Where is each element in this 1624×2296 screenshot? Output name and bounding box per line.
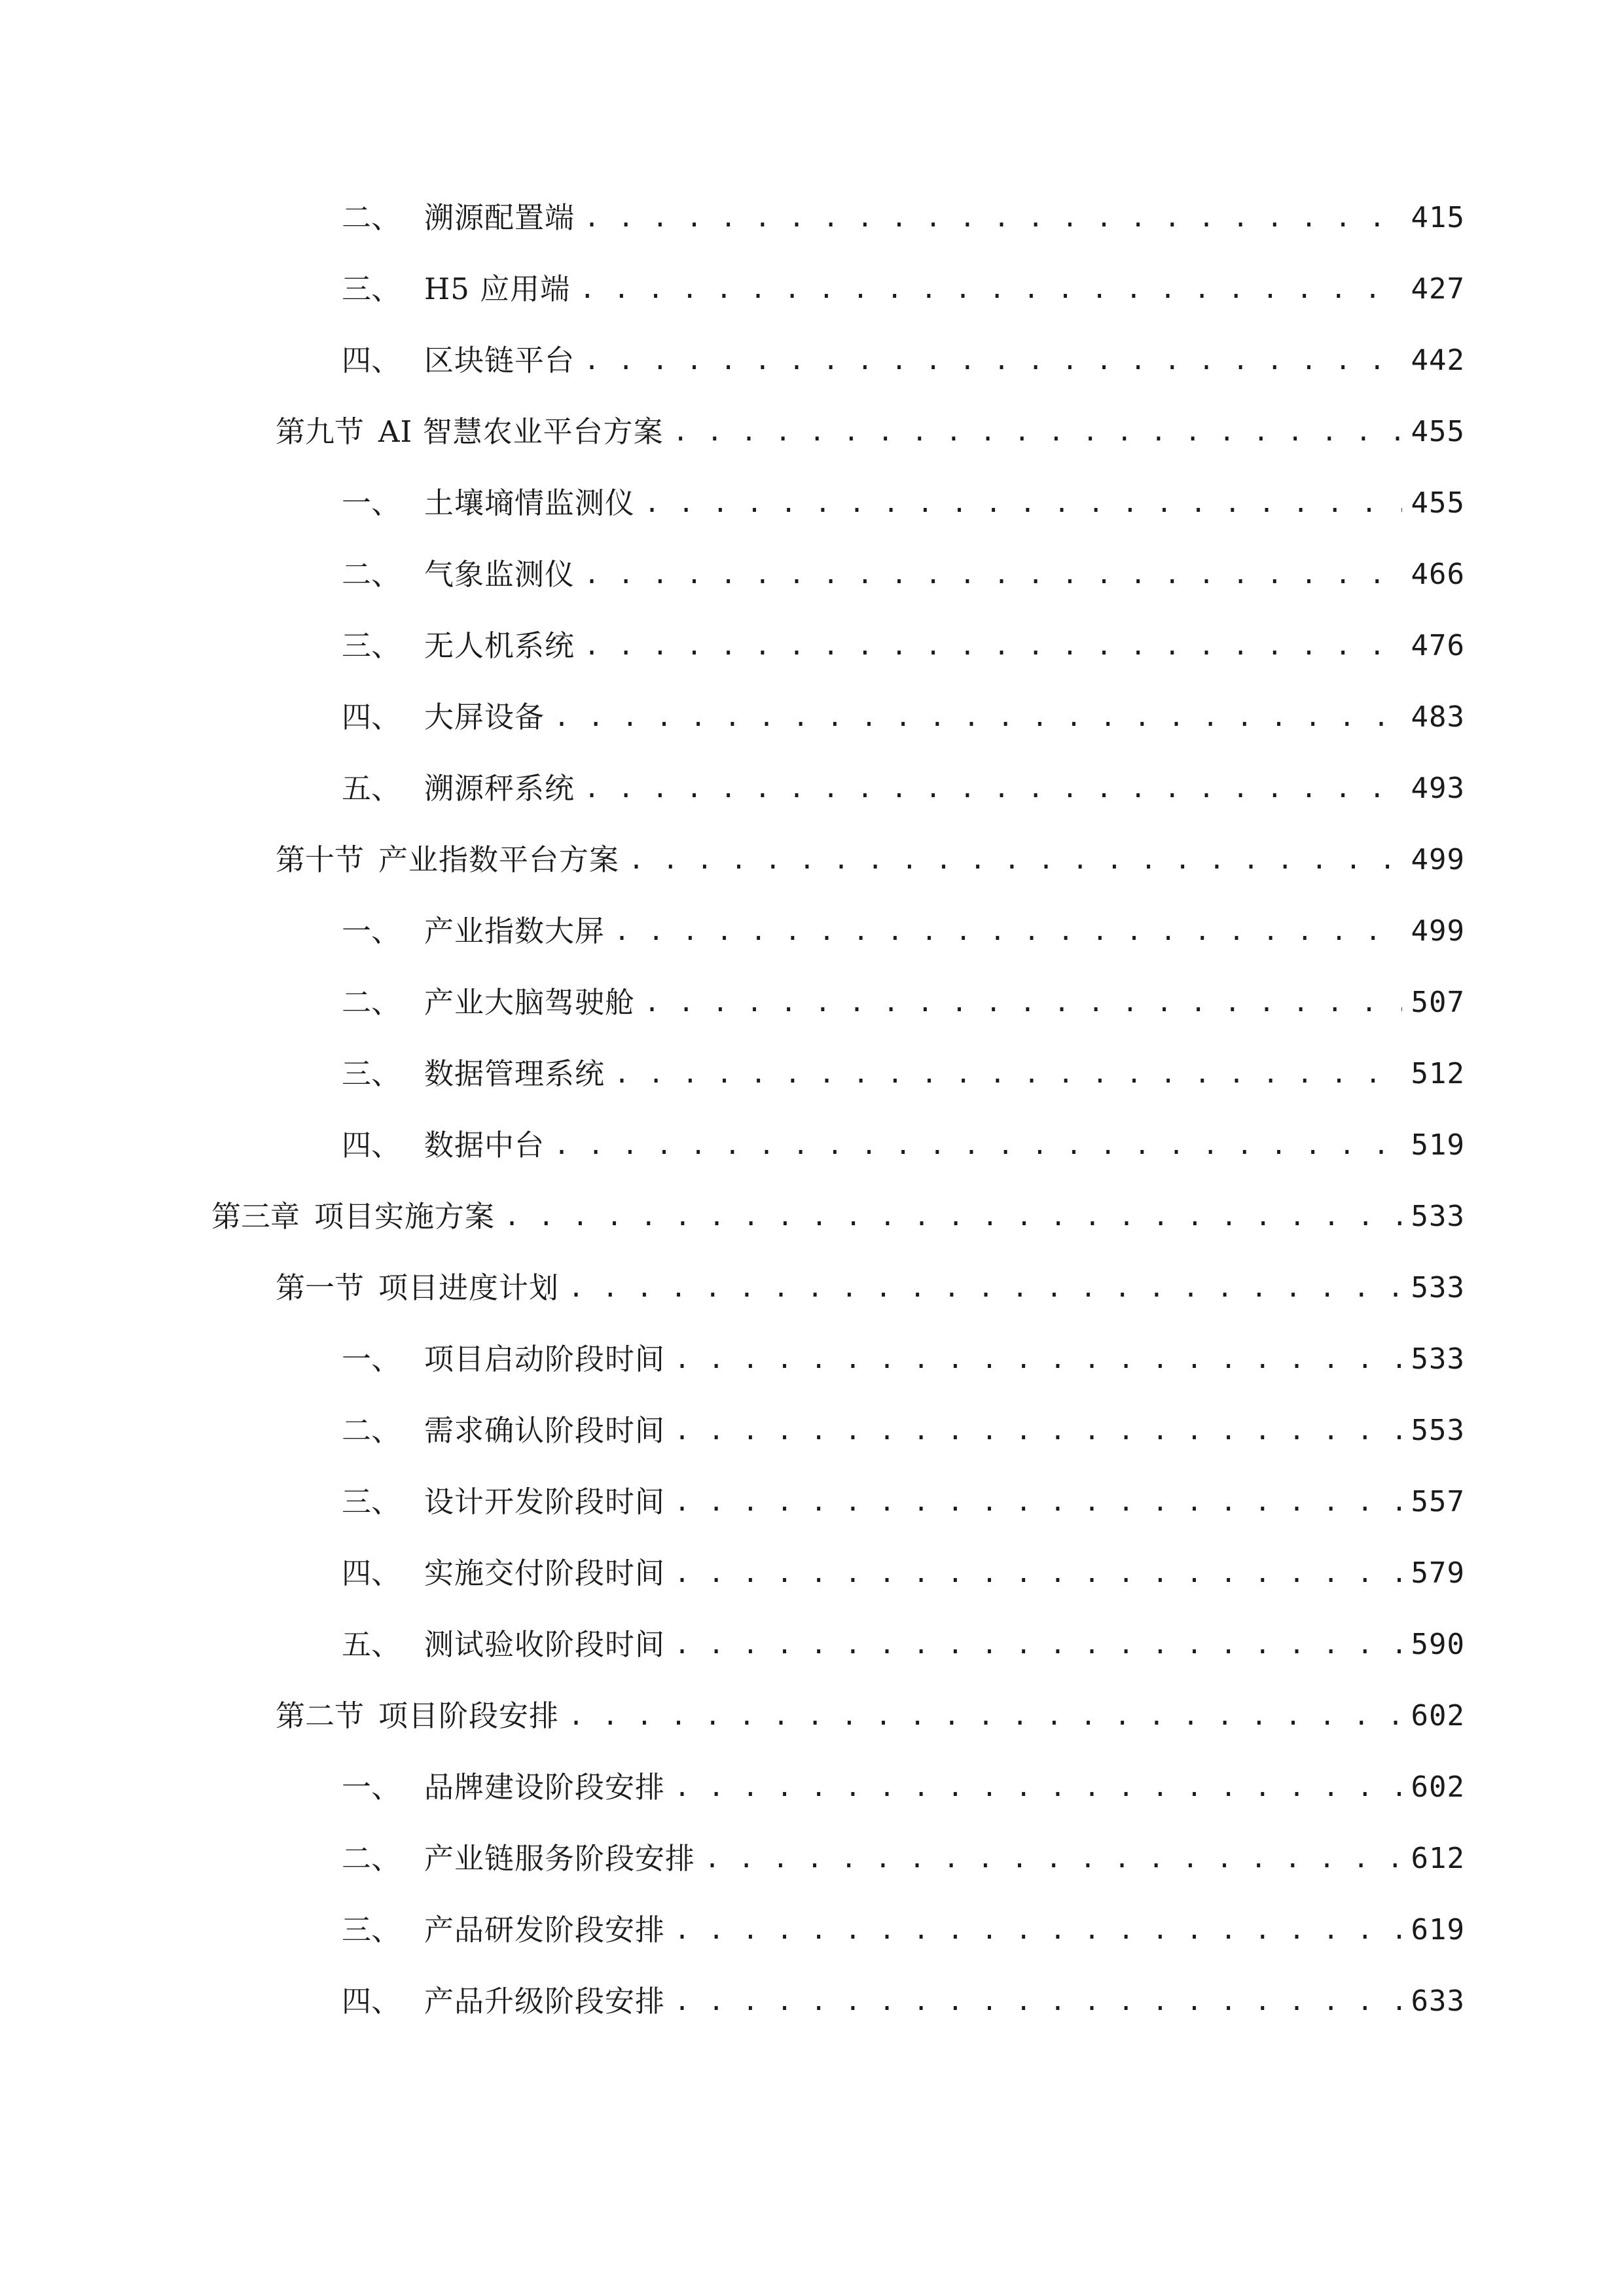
toc-entry-title: 设计开发阶段时间	[424, 1484, 666, 1519]
toc-entry-title: 溯源配置端	[424, 200, 575, 235]
toc-entry[interactable]	[342, 477, 1465, 529]
toc-entry-title: 测试验收阶段时间	[424, 1627, 666, 1662]
toc-entry[interactable]	[211, 1191, 1465, 1243]
toc-entry-page: 619	[1411, 1913, 1465, 1946]
dot-leader	[674, 1761, 1402, 1814]
toc-entry-title: 品牌建设阶段安排	[424, 1770, 666, 1804]
toc-entry-page: 455	[1411, 415, 1465, 448]
toc-entry[interactable]	[342, 1619, 1465, 1671]
toc-entry-page: 553	[1411, 1414, 1465, 1447]
toc-entry-number: 第九节	[276, 414, 365, 449]
toc-entry[interactable]	[342, 1761, 1465, 1814]
dot-leader	[644, 477, 1402, 529]
toc-entry-number: 一、	[342, 914, 401, 948]
toc-entry-number: 第二节	[276, 1698, 365, 1733]
toc-entry-page: 612	[1411, 1842, 1465, 1875]
dot-leader	[584, 334, 1402, 387]
toc-entry-page: 579	[1411, 1556, 1465, 1590]
toc-entry[interactable]	[276, 1690, 1465, 1742]
toc-entry[interactable]	[276, 406, 1465, 458]
toc-entry-title: 产业链服务阶段安排	[424, 1841, 696, 1876]
toc-entry[interactable]	[342, 905, 1465, 958]
dot-leader	[674, 1904, 1402, 1956]
dot-leader	[628, 834, 1401, 886]
toc-entry[interactable]	[342, 548, 1465, 601]
toc-entry-number: 二、	[342, 1841, 401, 1876]
toc-entry-page: 533	[1411, 1271, 1465, 1304]
toc-entry-title: 区块链平台	[424, 343, 575, 378]
toc-entry-page: 633	[1411, 1984, 1465, 2018]
dot-leader	[504, 1191, 1401, 1243]
toc-entry-page: 557	[1411, 1485, 1465, 1518]
toc-entry-title: 项目启动阶段时间	[424, 1342, 666, 1376]
toc-entry[interactable]	[342, 1833, 1465, 1885]
dot-leader	[568, 1262, 1401, 1314]
dot-leader	[554, 1119, 1402, 1172]
toc-entry-number: 四、	[342, 700, 401, 734]
toc-entry-number: 第三章	[211, 1199, 300, 1234]
toc-entry-number: 三、	[342, 1056, 401, 1091]
toc-entry-number: 三、	[342, 628, 401, 663]
toc-entry[interactable]	[342, 1333, 1465, 1386]
toc-entry-page: 493	[1411, 772, 1465, 805]
toc-entry-number: 三、	[342, 1912, 401, 1947]
toc-entry-page: 499	[1411, 843, 1465, 876]
toc-entry[interactable]	[342, 762, 1465, 815]
dot-leader	[614, 1048, 1402, 1100]
dot-leader	[674, 1405, 1402, 1457]
toc-entry-number: 二、	[342, 200, 401, 235]
toc-entry[interactable]	[342, 263, 1465, 315]
toc-entry-title: 项目阶段安排	[378, 1698, 560, 1733]
toc-entry-number: 一、	[342, 1770, 401, 1804]
toc-entry-title: 产品升级阶段安排	[424, 1984, 666, 2018]
toc-entry-number: 四、	[342, 343, 401, 378]
dot-leader	[704, 1833, 1402, 1885]
toc-entry-number: 四、	[342, 1984, 401, 2018]
toc-entry-title: 产业大脑驾驶舱	[424, 985, 636, 1020]
toc-entry-page: 455	[1411, 486, 1465, 520]
toc-entry-title: 项目进度计划	[378, 1270, 560, 1305]
toc-entry-page: 499	[1411, 914, 1465, 948]
dot-leader	[584, 762, 1402, 815]
toc-entry-page: 533	[1411, 1200, 1465, 1233]
toc-entry[interactable]	[276, 834, 1465, 886]
toc-entry-number: 一、	[342, 486, 401, 520]
toc-entry-title: 气象监测仪	[424, 557, 575, 592]
toc-entry-page: 427	[1411, 272, 1465, 306]
toc-entry-number: 二、	[342, 1413, 401, 1448]
toc-entry-title: 需求确认阶段时间	[424, 1413, 666, 1448]
dot-leader	[674, 1619, 1402, 1671]
dot-leader	[568, 1690, 1401, 1742]
toc-entry[interactable]	[276, 1262, 1465, 1314]
toc-entry-number: 二、	[342, 985, 401, 1020]
toc-entry[interactable]	[342, 1405, 1465, 1457]
toc-entry-number: 二、	[342, 557, 401, 592]
dot-leader	[674, 1547, 1402, 1600]
toc-entry-page: 483	[1411, 700, 1465, 734]
toc-entry-title: 项目实施方案	[314, 1199, 496, 1234]
toc-entry-title: 产业指数平台方案	[378, 842, 620, 877]
toc-entry[interactable]	[342, 620, 1465, 672]
toc-entry-title: 无人机系统	[424, 628, 575, 663]
toc-entry[interactable]	[342, 1476, 1465, 1528]
toc-entry-page: 512	[1411, 1057, 1465, 1090]
toc-entry-number: 四、	[342, 1128, 401, 1162]
toc-entry-title: 实施交付阶段时间	[424, 1556, 666, 1590]
dot-leader	[584, 548, 1402, 601]
toc-entry[interactable]	[342, 1119, 1465, 1172]
toc-entry-title: AI 智慧农业平台方案	[378, 414, 664, 449]
toc-entry-title: H5 应用端	[424, 272, 571, 306]
toc-entry-title: 产业指数大屏	[424, 914, 605, 948]
dot-leader	[674, 1333, 1402, 1386]
toc-entry-title: 溯源秤系统	[424, 771, 575, 806]
toc-entry-page: 415	[1411, 201, 1465, 234]
dot-leader	[614, 905, 1402, 958]
toc-entry-number: 第十节	[276, 842, 365, 877]
toc-entry-number: 第一节	[276, 1270, 365, 1305]
toc-entry-title: 产品研发阶段安排	[424, 1912, 666, 1947]
toc-entry-title: 大屏设备	[424, 700, 545, 734]
toc-entry-page: 533	[1411, 1342, 1465, 1376]
toc-entry-number: 一、	[342, 1342, 401, 1376]
toc-entry[interactable]	[342, 977, 1465, 1029]
dot-leader	[674, 1975, 1402, 2028]
toc-entry-page: 442	[1411, 344, 1465, 377]
toc-entry[interactable]	[342, 192, 1465, 244]
dot-leader	[579, 263, 1401, 315]
toc-entry-number: 三、	[342, 1484, 401, 1519]
toc-entry[interactable]	[342, 1048, 1465, 1100]
toc-entry[interactable]	[342, 1975, 1465, 2028]
toc-entry-title: 数据中台	[424, 1128, 545, 1162]
toc-entry-page: 476	[1411, 629, 1465, 662]
toc-entry-page: 519	[1411, 1128, 1465, 1162]
toc-entry-page: 590	[1411, 1628, 1465, 1661]
toc-entry[interactable]	[342, 1904, 1465, 1956]
toc-entry-page: 602	[1411, 1770, 1465, 1804]
toc-entry[interactable]	[342, 1547, 1465, 1600]
toc-entry-title: 数据管理系统	[424, 1056, 605, 1091]
toc-entry-number: 四、	[342, 1556, 401, 1590]
toc-entry[interactable]	[342, 691, 1465, 744]
toc-entry-number: 三、	[342, 272, 401, 306]
toc-entry-page: 466	[1411, 558, 1465, 591]
dot-leader	[674, 1476, 1402, 1528]
dot-leader	[644, 977, 1402, 1029]
toc-entry-page: 602	[1411, 1699, 1465, 1732]
toc-entry-number: 五、	[342, 771, 401, 806]
dot-leader	[584, 620, 1402, 672]
toc-entry[interactable]	[342, 334, 1465, 387]
toc-entry-title: 土壤墒情监测仪	[424, 486, 636, 520]
toc-entry-number: 五、	[342, 1627, 401, 1662]
dot-leader	[554, 691, 1402, 744]
toc-entry-page: 507	[1411, 986, 1465, 1019]
dot-leader	[673, 406, 1402, 458]
dot-leader	[584, 192, 1402, 244]
